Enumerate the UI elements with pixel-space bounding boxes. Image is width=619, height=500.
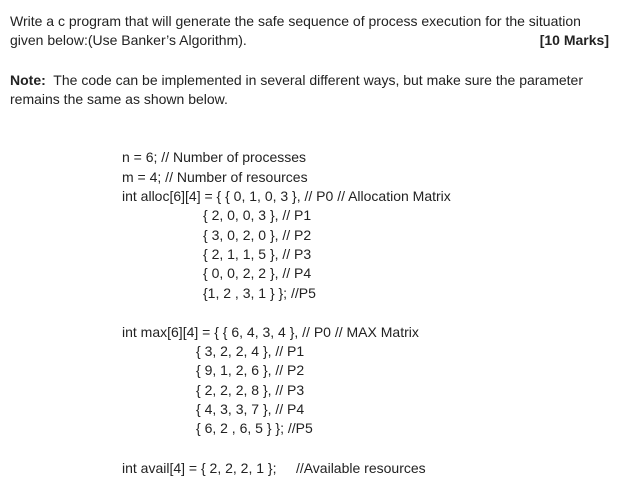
alloc-row-1: { 2, 0, 0, 3 }, // P1 — [203, 207, 312, 223]
max-row-2: { 9, 1, 2, 6 }, // P2 — [196, 362, 305, 378]
max-row-5: { 6, 2 , 6, 5 } }; //P5 — [196, 420, 313, 436]
max-row-4: { 4, 3, 3, 7 }, // P4 — [196, 401, 305, 417]
alloc-row-3: { 2, 1, 1, 5 }, // P3 — [203, 246, 312, 262]
alloc-row-5: {1, 2 , 3, 1 } }; //P5 — [203, 285, 316, 301]
note-label: Note: — [10, 72, 46, 88]
question-line-2: given below:(Use Banker’s Algorithm). — [10, 32, 247, 48]
max-row-0: int max[6][4] = { { 6, 4, 3, 4 }, // P0 // MAX Matrix — [122, 324, 419, 340]
max-row-3: { 2, 2, 2, 8 }, // P3 — [196, 382, 305, 398]
alloc-row-2: { 3, 0, 2, 0 }, // P2 — [203, 227, 312, 243]
code-n-line: n = 6; // Number of processes — [122, 149, 307, 165]
question-line-1: Write a c program that will generate the safe sequence of process execution for the situation — [10, 13, 581, 29]
alloc-row-0: int alloc[6][4] = { { 0, 1, 0, 3 }, // P0 // Allocation Matrix — [122, 188, 451, 204]
max-row-1: { 3, 2, 2, 4 }, // P1 — [196, 343, 305, 359]
marks-label: [10 Marks] — [539, 32, 609, 48]
note-line-1 — [10, 71, 583, 90]
code-m-line: m = 4; // Number of resources — [122, 169, 308, 185]
note-line-2: remains the same as shown below. — [10, 91, 228, 107]
avail-line: int avail[4] = { 2, 2, 2, 1 }; //Available resources — [122, 460, 426, 476]
note-line-1-text: The code can be implemented in several different ways, but make sure the parameter — [45, 72, 583, 88]
alloc-row-4: { 0, 0, 2, 2 }, // P4 — [203, 265, 312, 281]
